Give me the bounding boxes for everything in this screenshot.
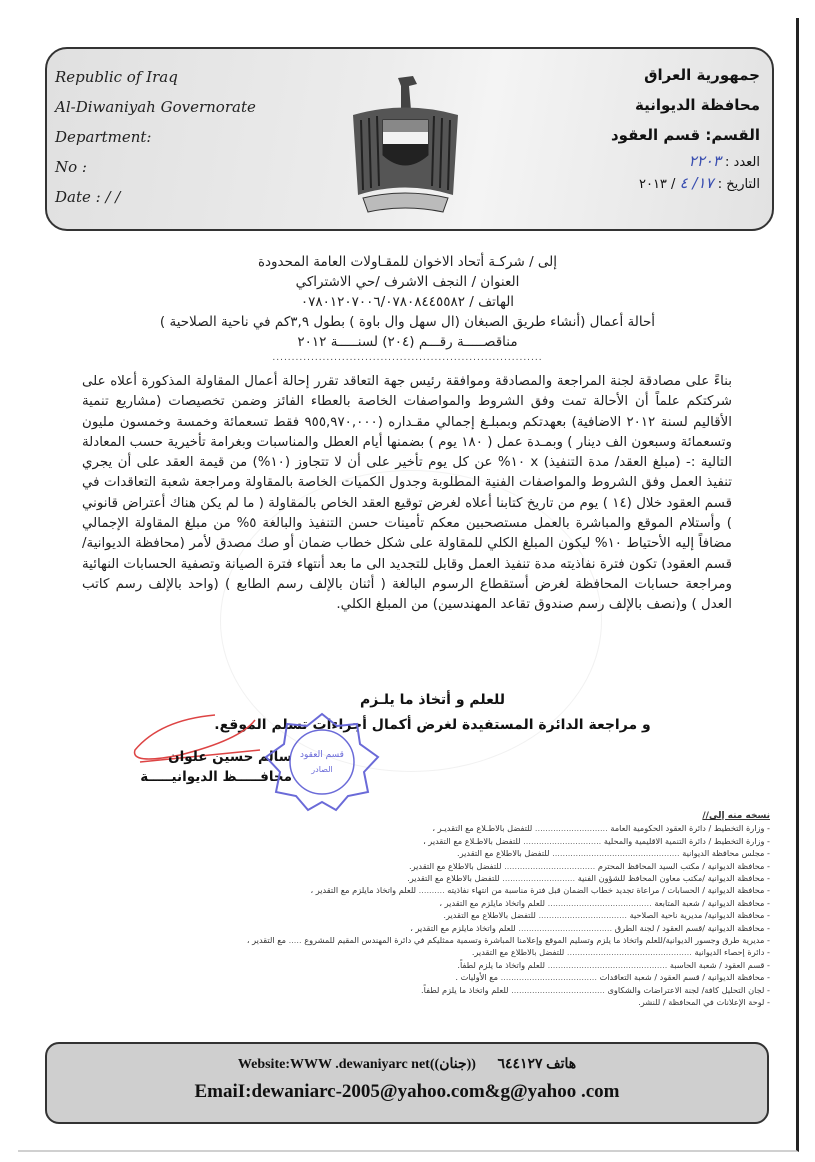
recipient-phone: الهاتف / ٠٧٨٠١٢٠٧٠٠٦/٠٧٨٠٨٤٤٥٥٨٢ [300,294,515,310]
svg-text:الصادر: الصادر [311,765,333,774]
number-label-en: No : [55,158,87,176]
cc-item: - محافظة الديوانية / مكتب السيد المحافظ المحترم ................................... للتفضل بالاطلاع مع التقدير. [409,860,770,871]
svg-text:قسم العقود: قسم العقود [300,750,344,760]
cc-item: - دائرة إحصاء الديوانية ................................................ للتفضل بالاطلاع مع التقدير. [471,947,770,958]
department-label-en: Department: [55,128,152,146]
footer-email[interactable]: EmaiI:dewaniarc-2005@yahoo.com&g@yahoo .com [194,1081,620,1102]
footer-website-row [47,1056,767,1073]
recipient-to: إلى / شركـة أتحاد الاخوان للمقـاولات العامة المحدودة [257,254,558,270]
cc-item: - لجان التحليل كافة/ لجنة الاعتراضات والشكاوى .................................... للعلم واتخاذ ما يلزم لطفاً. [420,984,770,995]
governorate-en: Al-Diwaniyah Governorate [55,98,256,116]
separator-dots: ...................................................................... [272,353,543,363]
copies-title: نسخه منه إلى// [702,811,770,821]
cc-item: - مجلس محافظة الديوانية ................................................. للتفضل بالاطلاع مع التقدير. [457,848,770,859]
footer-phone: هاتف ٦٤٤١٢٧ [497,1057,577,1072]
recipient-block [90,252,725,364]
cc-item: - محافظة الديوانية /مكتب معاون المحافظ للشؤون الفنية ............................ للتفضل بالاطلاع مع التقدير. [407,873,770,884]
cc-item: - محافظة الديوانية / شعبة المتابعة ........................................ للعلم واتخاذ مايلزم مع التقدير ، [439,897,770,908]
number-row-ar [500,150,760,172]
governorate-ar: محافظة الديوانية [635,96,760,114]
number-value: ٢٢٠٣ [688,152,721,170]
subject-line: أحالة أعمال (أنشاء طريق الصبغان (ال سهل وال باوة ) بطول ٣,٩كم في ناحية الصلاحية ) [159,314,656,330]
date-value: ١٧/ ٤ [679,174,714,192]
date-row-ar [500,172,760,194]
cc-item: - وزارة التخطيط / دائرة العقود الحكومية العامة ............................ للتفضل بالاطـلاع مع التقديـر ، [432,823,770,834]
copies-to-list [90,810,770,1009]
signatory-name: سالم حسين علوان [168,749,292,765]
country-ar: جمهورية العراق [644,66,760,84]
cc-item: - قسم العقود / شعبة الحاسبة .............................................. للعلم واتخاذ ما يلزم لطفاً. [457,959,770,970]
iraq-coat-of-arms-icon [343,70,468,220]
recipient-address: العنوان / النجف الاشرف /حي الاشتراكي [295,274,520,290]
department-ar: القسم: قسم العقود [610,126,760,144]
cc-item: - محافظة الديوانية / الحسابات / مراعاة تجديد خطاب الضمان قبل فترة مناسبة من انتهاء نفاذيته .......... للعلم واتخاذ مايلزم مع التقدير ، [310,885,770,896]
cc-item: - محافظة الديوانية /قسم العقود / لجنة الطرق .................................... للعلم واتخاذ مايلزم مع التقدير ، [410,922,770,933]
cc-item: - مديرية طرق وجسور الديوانية/للعلم واتخاذ ما يلزم وتسليم الموقع وإعلامنا المباشرة وتسمية ممثليكم في دائرة المهندس المقيم للمشروع ..... مع التقدير ، [246,935,770,946]
cc-item: - محافظة الديوانية/ مديرية ناحية الصلاحية .................................. للتفضل بالاطلاع مع التقدير. [443,910,770,921]
letterhead-english [55,62,315,212]
official-stamp-icon [262,712,382,812]
closing-line-2: و مراجعة الدائرة المستفيدة لغرض أكمال أجراءات تسلم الموقع. [214,717,651,733]
cc-item: - محافظة الديوانية / قسم العقود / شعبة التعاقدات ..................................... مع الأوليات . [455,972,770,983]
tender-line: مناقصـــــة رقـــم (٢٠٤) لسنـــــة ٢٠١٢ [297,334,518,350]
signatory-title: محافـــــظ الديوانيـــــة [140,769,292,785]
footer-contact-box [45,1042,769,1124]
country-en: Republic of Iraq [55,68,178,86]
number-label-ar: العدد : [725,155,760,170]
footer-website[interactable]: Website:WWW .dewaniyarc net((جنان)) [237,1057,476,1072]
letter-body: بناءً على مصادقة لجنة المراجعة والمصادقة وموافقة رئيس جهة التعاقد تقرر إحالة أعمال المقاولة المذكورة أعلاه على شركتكم علماً أن الأحالة تمت وفق الشروط والمواصفات الخاصة بالعطاء الفائز وضمن تخصيصات (مشاريع تنمية الأقاليم لسنة ٢٠١٢ الاضافية) بعهدتكم وبمبلـغ إجمالي مقـداره (٩٥٥,٩٧٠,٠٠٠ فقط تسعمائة وخمسة وخمسون مليون وتسعمائة وسبعون الف دينار ) وبمـدة عمل ( ١٨٠ يوم ) بضمنها أيام العطل والمناسبات وبغرامة تأخيرية حسب المعادلة التالية :- (مبلغ العقد/ مدة التنفيذ) x ١٠% عن كل يوم تأخير على أن لا تتجاوز (١٠%) من قيمة العقد على أن يجري تنفيذ العمل وفق الشروط والمواصفات الفنية المطلوبة وجدول الكميات الخاصة بالمقاولة ومراجعة شعبة التعاقدات في قسم العقود خلال (١٤ ) يوم من تاريخ كتابنا أعلاه لغرض توقيع العقد الخاص بالمقاولة ( ما لم يكن هناك أعتراض قانوني ) وأستلام الموقع والمباشرة بالعمل مستصحبين معكم تأمينات حسن التنفيذ والبالغة ٥% من مبلغ المقاولة الإجمالي مضافاً إليه الأحتياط ١٠% ليكون المبلغ الكلي للمقاولة على شكل خطاب ضمان أو صك مصدق لأمر (محافظة الديوانية/قسم العقود) تكون فترة نفاذيته مدة تنفيذ العمل وقابل للتجديد الى ما بعد أنتهاء فترة الصيانة وتصفية الحسابات النهائية ومراجعة حسابات المحافظة لغرض أستقطاع الرسوم البالغة ( أثنان بالإلف رسم الطابع ) (واحد بالإلف رسم كاتب العدل ) و(نصف بالإلف رسم صندوق تقاعد المهندسين) من المبلغ الكلي. [82,374,732,613]
date-label-en: Date : / / [55,188,121,206]
closing-line-1: للعلم و أتخاذ ما يلـزم [359,692,505,708]
cc-item: - وزارة التخطيط / دائرة التنمية الاقليمية والمحلية .............................. للتفضل بالاطـلاع مع التقدير ، [423,835,770,846]
letterhead-arabic [500,60,760,194]
cc-item: - لوحة الإعلانات في المحافظة / للنشر. [638,997,770,1008]
date-label-ar: التاريخ : [717,177,760,192]
date-year: / ٢٠١٣ [638,177,676,192]
